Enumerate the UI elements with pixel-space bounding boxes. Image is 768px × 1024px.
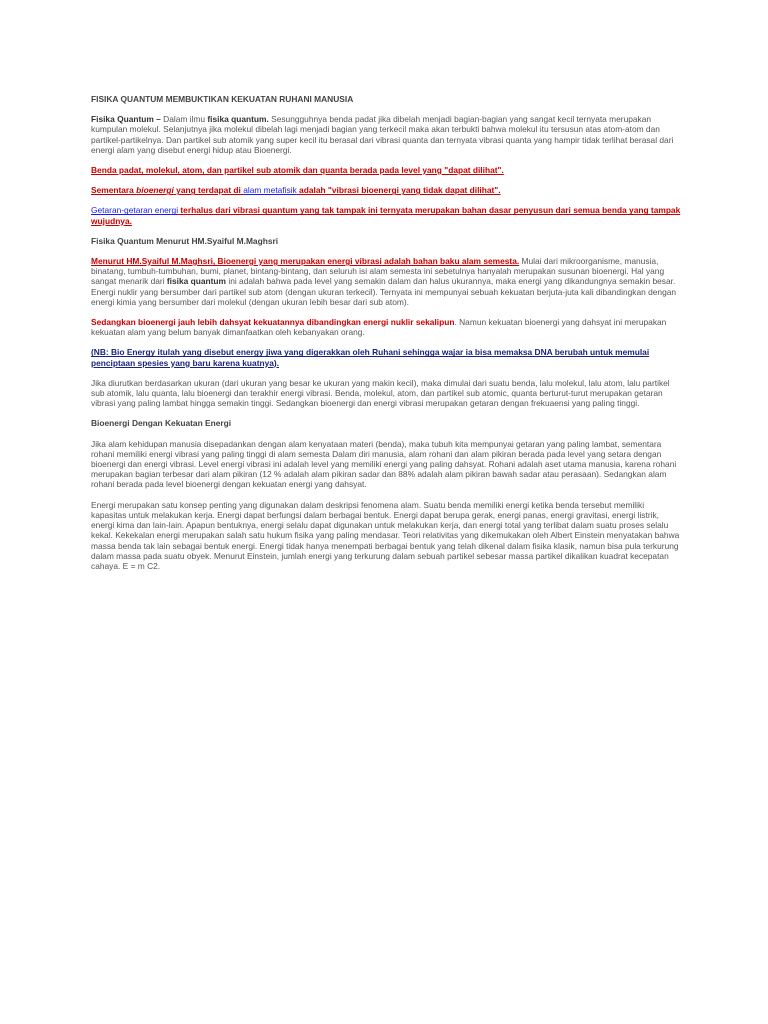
intro-bold-term: fisika quantum. xyxy=(207,114,269,125)
metaphysic-text-c: yang terdapat di xyxy=(173,185,244,196)
getaran-energi-link[interactable]: Getaran-getaran energi xyxy=(91,205,179,216)
maghsri-statement: Menurut HM.Syaiful M.Maghsri, Bioenergi yang merupakan energi vibrasi adalah bahan baku alam semesta. xyxy=(91,256,520,267)
paragraph-bioenergy-power xyxy=(91,317,681,337)
paragraph-note xyxy=(91,347,681,367)
maghsri-bold-term: fisika quantum xyxy=(166,276,226,287)
paragraph-human-life: Jika alam kehidupan manusia disepadankan dengan alam kenyataan materi (benda), maka tubuh kita mempunyai getaran yang paling lambat, sementara rohani memiliki energi vibrasi yang paling tinggi di alam semesta Dalam diri manusia, alam rohani dan alam pikiran berada pada level yang setara dengan bioenergi dan energi vibrasi. Level energi vibrasi ini adalah level yang memiliki energi yang paling dahsyat. Rohani adalah aset utama manusia, karena rohani merupakan bagian terbesar dari alam pikiran (12 % adalah alam pikiran sadar dan 88% adalah alam pikiran bawah sadar atau perasaan). Sedangkan alam rohani berada pada level bioenergi dengan kekuatan energi yang dahsyat. xyxy=(91,438,677,490)
metaphysic-text-d: adalah "vibrasi bioenergi yang tidak dapat dilihat". xyxy=(296,185,501,196)
paragraph-metaphysic xyxy=(91,185,681,195)
intro-text-2: Sesungguhnya benda padat jika dibelah menjadi bagian-bagian yang sangat kecil ternyata merupakan kumpulan molekul. Selanjutnya jika molekul dibelah lagi menjadi bagian yang terkecil maka akan terbukti bahwa molekul itu tersusun atas atom-atom dan partikel-partikelnya. Dan partikel sub atomik yang super kecil itu berasal dari vibrasi quanta dan ternyata vibrasi quanta yang hampir tidak terlihat berasal dari energi alam yang disebut energi hidup atau Bioenergi. xyxy=(91,114,674,155)
maghsri-text-2: ini adalah bahwa pada level yang semakin dalam dan halus ukurannya, maka energi yang dikandungnya semakin besar. Energi nuklir yang bersumber dari partikel sub atom (dengan ukuran terkecil). Ternyata ini mempunyai sebuah kekuatan berjuta-juta kali dibandingkan dengan energi kimia yang bersumber dari molekul (dengan ukuran lebih besar dari sub atom). xyxy=(91,276,677,307)
bioenergy-power-statement: Sedangkan bioenergi jauh lebih dahsyat kekuatannya dibandingkan energi nuklir sekalipun xyxy=(91,317,455,328)
paragraph-intro xyxy=(91,114,681,155)
paragraph-vibrations xyxy=(91,205,681,225)
vibrations-text: terhalus dari vibrasi quantum yang tak tampak ini ternyata merupakan bahan dasar penyusun dari semua benda yang tampak wujudnya. xyxy=(91,205,681,226)
bioenergy-power-text: . Namun kekuatan bioenergi yang dahsyat ini merupakan kekuatan alam yang belum banyak dimanfaatkan oleh kebanyakan orang. xyxy=(91,317,667,338)
document-body xyxy=(91,94,681,581)
note-text: (NB: Bio Energy itulah yang disebut energy jiwa yang digerakkan oleh Ruhani sehingga wajar ia bisa memaksa DNA berubah untuk memulai penciptaan spesies yang baru karena kuatnya). xyxy=(91,347,650,368)
paragraph-energy-concept: Energi merupakan satu konsep penting yang digunakan dalam deskripsi fenomena alam. Suatu benda memiliki energi ketika benda tersebut memiliki kapasitas untuk melakukan kerja. Energi dapat berfungsi dalam berbagai bentuk. Energi dapat berupa gerak, energi panas, energi gravitasi, energi listrik, energi kima dan lain-lain. Apapun bentuknya, energi selalu dapat digunakan untuk melakukan kerja, dan energi total yang terlibat dalam suatu proses selalu kekal. Kekekalan energi merupakan salah satu hukum fisika yang paling mendasar. Teori relativitas yang dikemukakan oleh Albert Einstein menyatakan bahwa massa benda tak lain sebagai bentuk energi. Energi tidak hanya menempati berbagai bentuk yang telah dikenal dalam fisika klasik, namun bisa pula terkurung dalam massa pada suatu obyek. Menurut Einstein, jumlah energi yang terkurung dalam sebuah partikel sebesar massa partikel dikalikan kuadrat kecepatan cahaya. E = m C2. xyxy=(91,499,680,571)
visible-levels-statement: Benda padat, molekul, atom, dan partikel sub atomik dan quanta berada pada level yang "dapat dilihat". xyxy=(91,165,504,176)
section-heading-maghsri: Fisika Quantum Menurut HM.Syaiful M.Maghsri xyxy=(91,235,279,246)
intro-text-1: Dalam ilmu xyxy=(160,114,208,125)
metaphysic-text-a: Sementara xyxy=(91,185,137,196)
maghsri-text-1: Mulai dari mikroorganisme, manusia, binatang, tumbuh-tumbuhan, bumi, planet, bintang-bintang, dan seluruh isi alam semesta ini sebetulnya hanyalah merupakan susunan bioenergi. Hal yang sangat menarik dari xyxy=(91,256,665,287)
section-heading-bioenergi: Bioenergi Dengan Kekuatan Energi xyxy=(91,418,232,429)
alam-metafisik-link[interactable]: alam metafisik xyxy=(243,185,297,196)
document-title: FISIKA QUANTUM MEMBUKTIKAN KEKUATAN RUHANI MANUSIA xyxy=(91,94,354,104)
paragraph-maghsri xyxy=(91,256,681,307)
metaphysic-term: bioenergi xyxy=(136,185,174,196)
paragraph-visible-levels xyxy=(91,165,681,175)
intro-label: Fisika Quantum – xyxy=(91,114,161,125)
paragraph-ordering: Jika diurutkan berdasarkan ukuran (dari ukuran yang besar ke ukuran yang makin kecil), maka dimulai dari suatu benda, lalu molekul, lalu atom, lalu partikel sub atomik, lalu quanta, lalu bioenergi dan terakhir energi vibrasi. Benda, molekul, atom, dan partikel sub atomic, quanta berturut-turut merupakan getaran vibrasi yang paling lambat hingga semakin tinggi. Sedangkan bioenergi dan energi vibrasi merupakan getaran dengan frekuaensi yang paling tinggi. xyxy=(91,377,670,409)
